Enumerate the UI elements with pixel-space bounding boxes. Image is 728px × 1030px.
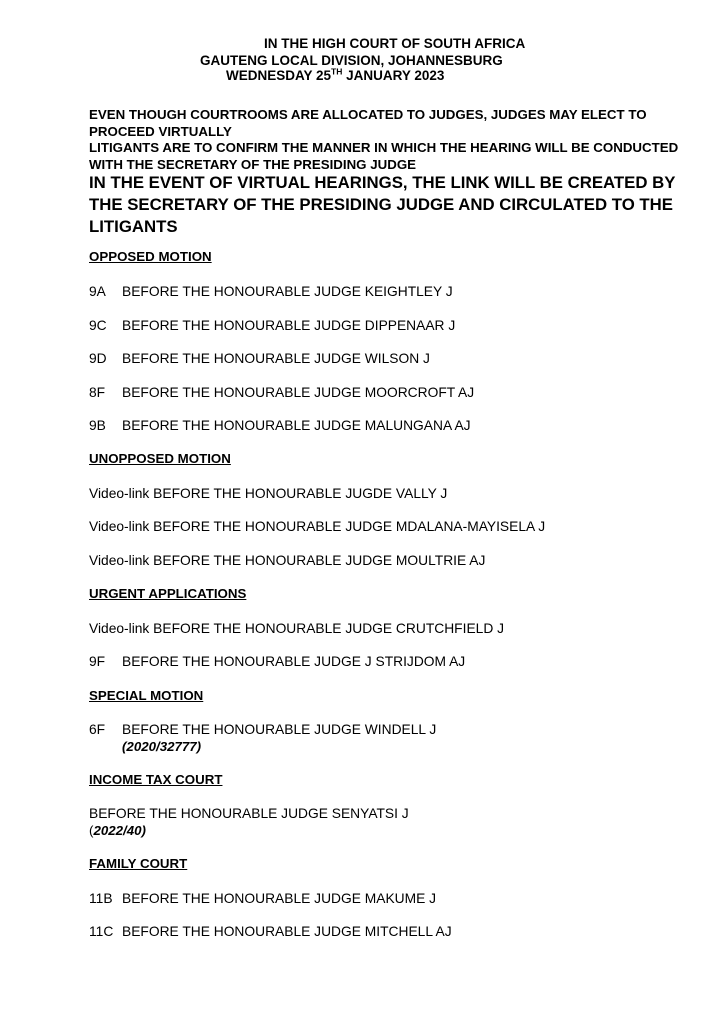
roll-entry: Video-link BEFORE THE HONOURABLE JUDGE MOULTRIE AJ xyxy=(89,553,486,568)
roll-entry xyxy=(89,418,471,433)
case-number-value: 2022/40) xyxy=(93,823,146,838)
roll-date xyxy=(226,68,444,83)
case-number-open-paren: ( xyxy=(89,823,94,838)
judge-assignment: BEFORE THE HONOURABLE JUDGE DIPPENAAR J xyxy=(122,318,456,333)
courtroom-number: 9C xyxy=(89,318,107,333)
roll-entry xyxy=(89,722,436,737)
roll-date-rest: JANUARY 2023 xyxy=(342,68,445,83)
notice-confirm-manner: LITIGANTS ARE TO CONFIRM THE MANNER IN WHICH THE HEARING WILL BE CONDUCTED WITH THE SECRETARY OF THE PRESIDING JUDGE xyxy=(89,140,679,172)
roll-date-ordinal: TH xyxy=(331,66,343,77)
roll-entry xyxy=(89,284,453,299)
notice-virtual-election: EVEN THOUGH COURTROOMS ARE ALLOCATED TO JUDGES, JUDGES MAY ELECT TO PROCEED VIRTUALLY xyxy=(89,107,647,139)
roll-entry: Video-link BEFORE THE HONOURABLE JUGDE VALLY J xyxy=(89,486,448,501)
roll-entry: Video-link BEFORE THE HONOURABLE JUDGE MDALANA-MAYISELA J xyxy=(89,519,546,534)
judge-assignment: BEFORE THE HONOURABLE JUDGE MAKUME J xyxy=(122,891,437,906)
roll-entry xyxy=(89,318,455,333)
courtroom-number: 9F xyxy=(89,654,106,669)
section-heading-income-tax-court: INCOME TAX COURT xyxy=(89,772,223,787)
judge-assignment: BEFORE THE HONOURABLE JUDGE WILSON J xyxy=(122,351,430,366)
roll-entry: BEFORE THE HONOURABLE JUDGE SENYATSI J xyxy=(89,806,409,821)
courtroom-number: 11B xyxy=(89,891,113,906)
judge-assignment: BEFORE THE HONOURABLE JUDGE MITCHELL AJ xyxy=(122,924,452,939)
section-heading-urgent-applications: URGENT APPLICATIONS xyxy=(89,586,247,601)
roll-entry xyxy=(89,385,474,400)
courtroom-number: 9D xyxy=(89,351,107,366)
courtroom-number: 6F xyxy=(89,722,106,737)
case-number: (2020/32777) xyxy=(122,739,202,754)
roll-entry xyxy=(89,891,436,906)
case-number xyxy=(89,823,146,838)
courtroom-number: 8F xyxy=(89,385,106,400)
section-heading-opposed-motion: OPPOSED MOTION xyxy=(89,249,212,264)
roll-date-day: WEDNESDAY 25 xyxy=(226,68,332,83)
roll-entry xyxy=(89,654,465,669)
court-name: IN THE HIGH COURT OF SOUTH AFRICA xyxy=(264,36,526,51)
section-heading-special-motion: SPECIAL MOTION xyxy=(89,688,204,703)
roll-entry xyxy=(89,924,452,939)
section-heading-unopposed-motion: UNOPPOSED MOTION xyxy=(89,451,231,466)
judge-assignment: BEFORE THE HONOURABLE JUDGE KEIGHTLEY J xyxy=(122,284,453,299)
section-heading-family-court: FAMILY COURT xyxy=(89,856,188,871)
judge-assignment: BEFORE THE HONOURABLE JUDGE MOORCROFT AJ xyxy=(122,385,475,400)
roll-entry xyxy=(89,351,430,366)
judge-assignment: BEFORE THE HONOURABLE JUDGE MALUNGANA AJ xyxy=(122,418,471,433)
roll-entry: Video-link BEFORE THE HONOURABLE JUDGE CRUTCHFIELD J xyxy=(89,621,505,636)
judge-assignment: BEFORE THE HONOURABLE JUDGE J STRIJDOM AJ xyxy=(122,654,466,669)
courtroom-number: 11C xyxy=(89,924,114,939)
court-division: GAUTENG LOCAL DIVISION, JOHANNESBURG xyxy=(200,53,503,68)
judge-assignment: BEFORE THE HONOURABLE JUDGE WINDELL J xyxy=(122,722,437,737)
notice-virtual-link: IN THE EVENT OF VIRTUAL HEARINGS, THE LINK WILL BE CREATED BY THE SECRETARY OF THE PRESIDING JUDGE AND CIRCULATED TO THE LITIGANTS xyxy=(89,173,676,236)
courtroom-number: 9A xyxy=(89,284,106,299)
courtroom-number: 9B xyxy=(89,418,106,433)
